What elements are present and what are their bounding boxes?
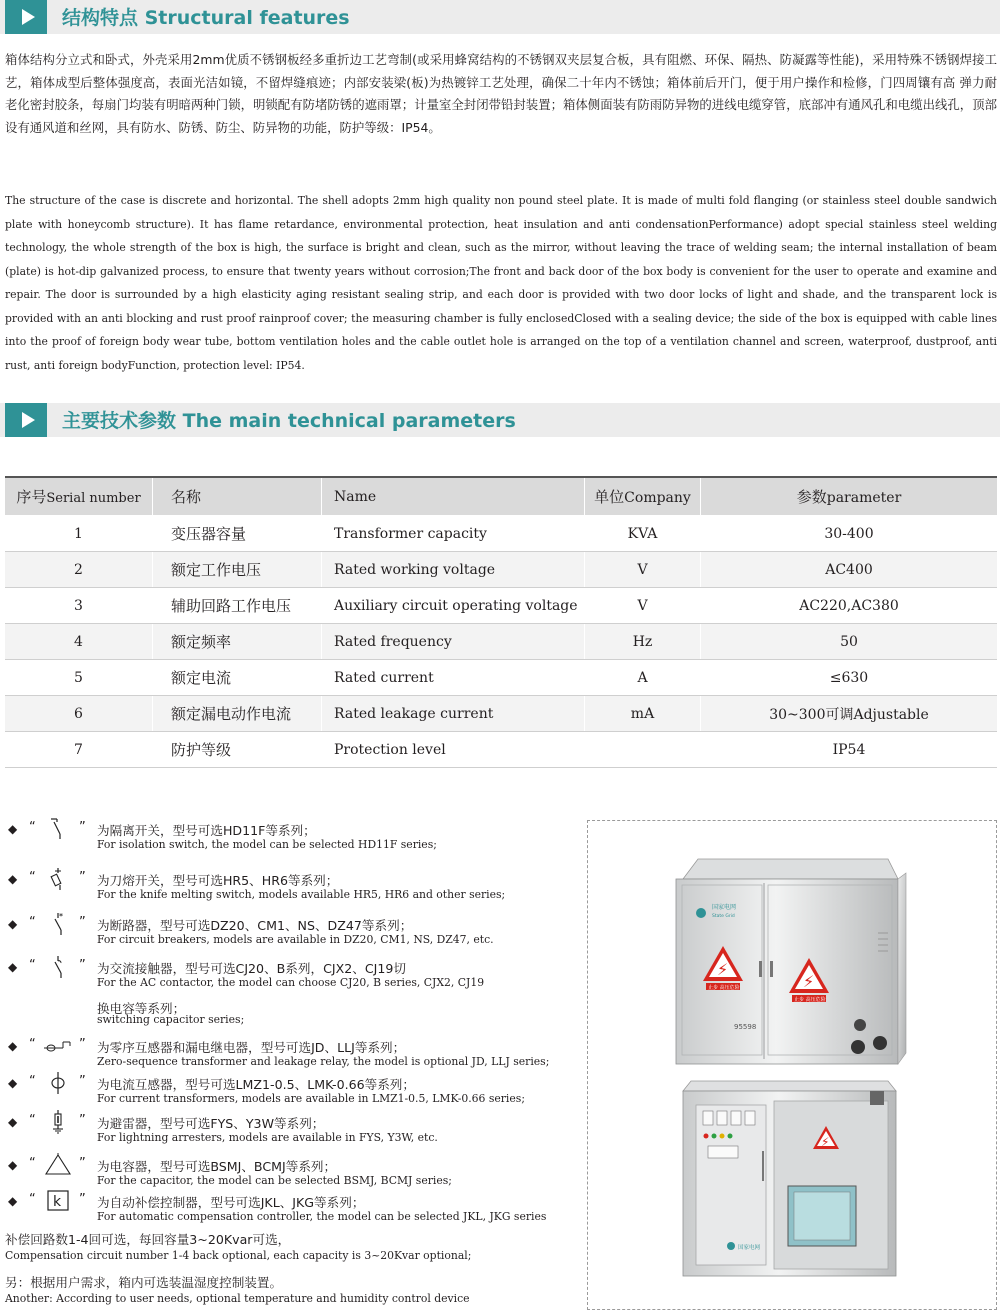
close-quote: ” [79,870,86,885]
component-cn-continued: 换电容等系列； [97,1001,186,1016]
compensation-note-cn: 补偿回路数1-4回可选，每回容量3~20Kvar可选， [5,1232,291,1247]
structural-description-cn: 箱体结构分立式和卧式，外壳采用2mm优质不锈钢板经多重折边工艺弯制(或采用蜂窝结构的不锈钢双夹层复合板，具有阻燃、环保、隔热、防凝露等性能)，采用特殊不锈钢焊接工艺，箱体成型后整体强度高，表面光洁如镜，不留焊缝痕迹；内部安装梁(板)为热镀锌工艺处理，确保二十年内不锈蚀；箱体前后开门，便于用户操作和检修，门四周镶有高 弹力耐老化密封胶条，每扇门均装有明暗两种门锁，明锁配有防堵防锈的遮雨罩；计量室全封闭带铅封装置；箱体侧面装有防雨防异物的进线电缆穿管，底部冲有通风孔和电缆出线孔，顶部设有通风道和丝网，具有防水、防锈、防尘、防异物的功能，防护等级：IP54。 [5,52,997,135]
component-cn: 为隔离开关，型号可选HD11F等系列； [97,823,316,838]
circuit-breaker-icon [43,912,73,936]
cell-param: AC220,AC380 [701,588,998,624]
table-row [5,696,997,732]
close-quote: ” [79,820,86,835]
cell-name-en: Rated working voltage [322,552,585,588]
cell-unit: A [585,660,701,696]
cell-unit: V [585,588,701,624]
open-quote: “ [29,1074,36,1089]
open-quote: “ [29,915,36,930]
cell-name-en: Rated frequency [322,624,585,660]
header-serial-en: Serial number [46,491,141,506]
lightning-bolt-icon: ⚡ [717,960,729,979]
state-grid-logo-icon [696,908,706,918]
table-row [5,660,997,696]
cell-name-cn: 额定工作电压 [153,552,322,588]
close-quote: ” [79,1156,86,1171]
current-transformer-icon [43,1071,73,1095]
cell-param: AC400 [701,552,998,588]
cell-param: 50 [701,624,998,660]
top-cabinet-brand-en: State Grid [712,914,735,919]
warning-label: 止步 高压危险 [794,997,826,1003]
play-triangle-icon [22,9,35,25]
close-quote: ” [79,915,86,930]
door-handle [759,961,762,977]
cell-param: 30-400 [701,516,998,552]
cell-unit [585,732,701,768]
table-row [5,588,997,624]
bottom-cabinet-brand: 国家电网 [738,1245,761,1251]
cell-param: ≤630 [701,660,998,696]
ac-contactor-icon [43,955,73,979]
cell-param: 30~300可调Adjustable [701,696,998,732]
state-grid-logo-icon [727,1242,735,1250]
section-header-parameters [0,403,1000,437]
header-serial [5,478,153,516]
cell-name-en: Auxiliary circuit operating voltage [322,588,585,624]
lightning-bolt-icon: ⚡ [803,972,815,991]
lightning-bolt-icon: ⚡ [821,1135,830,1149]
compensation-note-en: Compensation circuit number 1-4 back optional, each capacity is 3~20Kvar optional; [5,1249,472,1262]
open-quote: “ [29,1156,36,1171]
diamond-bullet-icon: ◆ [8,1039,18,1053]
diamond-bullet-icon: ◆ [8,1076,18,1090]
structural-description-en: The structure of the case is discrete and horizontal. The shell adopts 2mm high quality non pound steel plate. It is made of multi fold flanging (or stainless steel double sandwich plate with honeycomb structure). It has flame retardance, environmental protection, heat insulation and anti condensationPerformance) adopt special stainless steel welding technology, the whole strength of the box is high, the surface is bright and clean, such as the mirror, without leaving the trace of welding seam; the internal installation of beam (plate) is hot-dip galvanized process, to ensure that twenty years without corrosion;The front and back door of the box body is convenient for the user to operate and examine and repair. The door is surrounded by a high elasticity aging resistant sealing strip, and each door is provided with two door locks of light and shade, and the transparent lock is provided with an anti blocking and rust proof rainproof cover; the measuring chamber is fully enclosedClosed with a sealing device; the side of the box is equipped with cable lines into the proof of foreign body wear tube, bottom ventilation holes and the cable outlet hole is arranged on the top of a ventilation channel and screen, waterproof, dustproof, anti rust, anti foreign bodyFunction, protection level: IP54. [5,194,997,372]
component-en: For the capacitor, the model can be selected BSMJ, BCMJ series; [97,1174,452,1187]
cell-unit: Hz [585,624,701,660]
controller-letter: k [53,1194,62,1210]
header-param-en: parameter [826,490,902,506]
header-unit [585,478,701,516]
play-triangle-icon [22,412,35,428]
diamond-bullet-icon: ◆ [8,1115,18,1129]
component-cn: 为零序互感器和漏电继电器，型号可选JD、LLJ等系列； [97,1040,406,1055]
indicator-light [720,1134,725,1139]
diamond-bullet-icon: ◆ [8,917,18,931]
cell-serial: 1 [5,516,153,552]
open-quote: “ [29,1113,36,1128]
diamond-bullet-icon: ◆ [8,960,18,974]
cable-gland [851,1040,865,1054]
service-phone: 95598 [734,1023,757,1031]
cell-name-cn: 变压器容量 [153,516,322,552]
header-parameter [701,478,998,516]
component-en: For the knife melting switch, models available HR5, HR6 and other series; [97,888,506,901]
component-en: Zero-sequence transformer and leakage relay, the model is optional JD, LLJ series; [97,1055,550,1068]
close-quote: ” [79,1074,86,1089]
open-quote: “ [29,1192,36,1207]
knife-fuse-switch-icon [43,867,73,891]
component-en: For the AC contactor, the model can choose CJ20, B series, CJX2, CJ19 [97,976,485,989]
cell-name-en: Rated leakage current [322,696,585,732]
section-header-structural [0,0,1000,34]
door-handle [770,961,773,977]
open-quote: “ [29,1037,36,1052]
cell-param: IP54 [701,732,998,768]
cable-entry [870,1091,884,1105]
header-name-en: Name [322,478,585,516]
component-en: For isolation switch, the model can be selected HD11F series; [97,838,437,851]
cell-unit: mA [585,696,701,732]
component-en: For lightning arresters, models are available in FYS, Y3W, etc. [97,1131,438,1144]
cell-serial: 4 [5,624,153,660]
diamond-bullet-icon: ◆ [8,872,18,886]
header-name-cn: 名称 [153,478,322,516]
diamond-bullet-icon: ◆ [8,1194,18,1208]
additional-note-en: Another: According to user needs, optional temperature and humidity control device [5,1292,470,1305]
cell-unit: V [585,552,701,588]
component-en-continued: switching capacitor series; [97,1013,245,1026]
capacitor-icon [43,1153,73,1177]
cell-name-cn: 额定电流 [153,660,322,696]
open-quote: “ [29,870,36,885]
component-en: For current transformers, models are available in LMZ1-0.5, LMK-0.66 series; [97,1092,525,1105]
open-quote: “ [29,820,36,835]
cell-name-en: Protection level [322,732,585,768]
open-quote: “ [29,958,36,973]
table-header-row [5,478,997,516]
parameters-table [5,478,997,768]
close-quote: ” [79,1113,86,1128]
table-row [5,552,997,588]
cell-name-en: Rated current [322,660,585,696]
indicator-light [728,1134,733,1139]
close-quote: ” [79,1192,86,1207]
lightning-arrester-icon [43,1110,73,1134]
section-title: 主要技术参数 The main technical parameters [62,410,516,432]
indicator-light [704,1134,709,1139]
component-cn: 为避雷器，型号可选FYS、Y3W等系列； [97,1116,325,1131]
warning-label: 止步 高压危险 [708,985,740,991]
additional-note-cn: 另：根据用户需求，箱内可选装温湿度控制装置。 [5,1275,283,1290]
cell-name-cn: 防护等级 [153,732,322,768]
cell-unit: KVA [585,516,701,552]
close-quote: ” [79,1037,86,1052]
component-cn: 为电流互感器，型号可选LMZ1-0.5、LMK-0.66等系列； [97,1077,415,1092]
svg-text:*: * [59,912,63,921]
product-photo-frame [587,820,997,1310]
diamond-bullet-icon: ◆ [8,1158,18,1172]
compensation-cabinet-photo [683,1081,896,1276]
section-marker [5,403,47,437]
diamond-bullet-icon: ◆ [8,822,18,836]
cell-serial: 5 [5,660,153,696]
header-unit-en: Company [624,490,691,506]
component-cn: 为电容器，型号可选BSMJ、BCMJ等系列； [97,1159,337,1174]
header-serial-cn: 序号 [16,488,47,506]
component-cn: 为刀熔开关，型号可选HR5、HR6等系列； [97,873,339,888]
table-row [5,732,997,768]
cable-gland [854,1019,866,1031]
cell-name-en: Transformer capacity [322,516,585,552]
cell-serial: 7 [5,732,153,768]
cable-gland [873,1036,887,1050]
cell-name-cn: 额定频率 [153,624,322,660]
zero-sequence-transformer-icon [43,1034,73,1058]
product-photos [588,821,996,1309]
section-title: 结构特点 Structural features [62,7,350,29]
cell-name-cn: 辅助回路工作电压 [153,588,322,624]
top-cabinet-brand: 国家电网 [712,904,737,911]
cell-serial: 2 [5,552,153,588]
cell-serial: 6 [5,696,153,732]
cell-name-cn: 额定漏电动作电流 [153,696,322,732]
header-param-cn: 参数 [796,488,827,506]
cell-serial: 3 [5,588,153,624]
table-row [5,516,997,552]
table-row [5,624,997,660]
component-cn: 为交流接触器，型号可选CJ20、B系列，CJX2、CJ19切 [97,961,406,976]
component-en: For circuit breakers, models are available in DZ20, CM1, NS, DZ47, etc. [97,933,494,946]
component-en: For automatic compensation controller, the model can be selected JKL, JKG series [97,1210,547,1223]
indicator-light [712,1134,717,1139]
header-unit-cn: 单位 [594,488,625,506]
component-cn: 为自动补偿控制器，型号可选JKL、JKG等系列； [97,1195,365,1210]
isolation-switch-icon [43,817,73,841]
component-cn: 为断路器，型号可选DZ20、CM1、NS、DZ47等系列； [97,918,413,933]
outdoor-cabinet-photo [676,859,906,1064]
close-quote: ” [79,958,86,973]
section-marker [5,0,47,34]
compensation-controller-icon [43,1189,73,1213]
